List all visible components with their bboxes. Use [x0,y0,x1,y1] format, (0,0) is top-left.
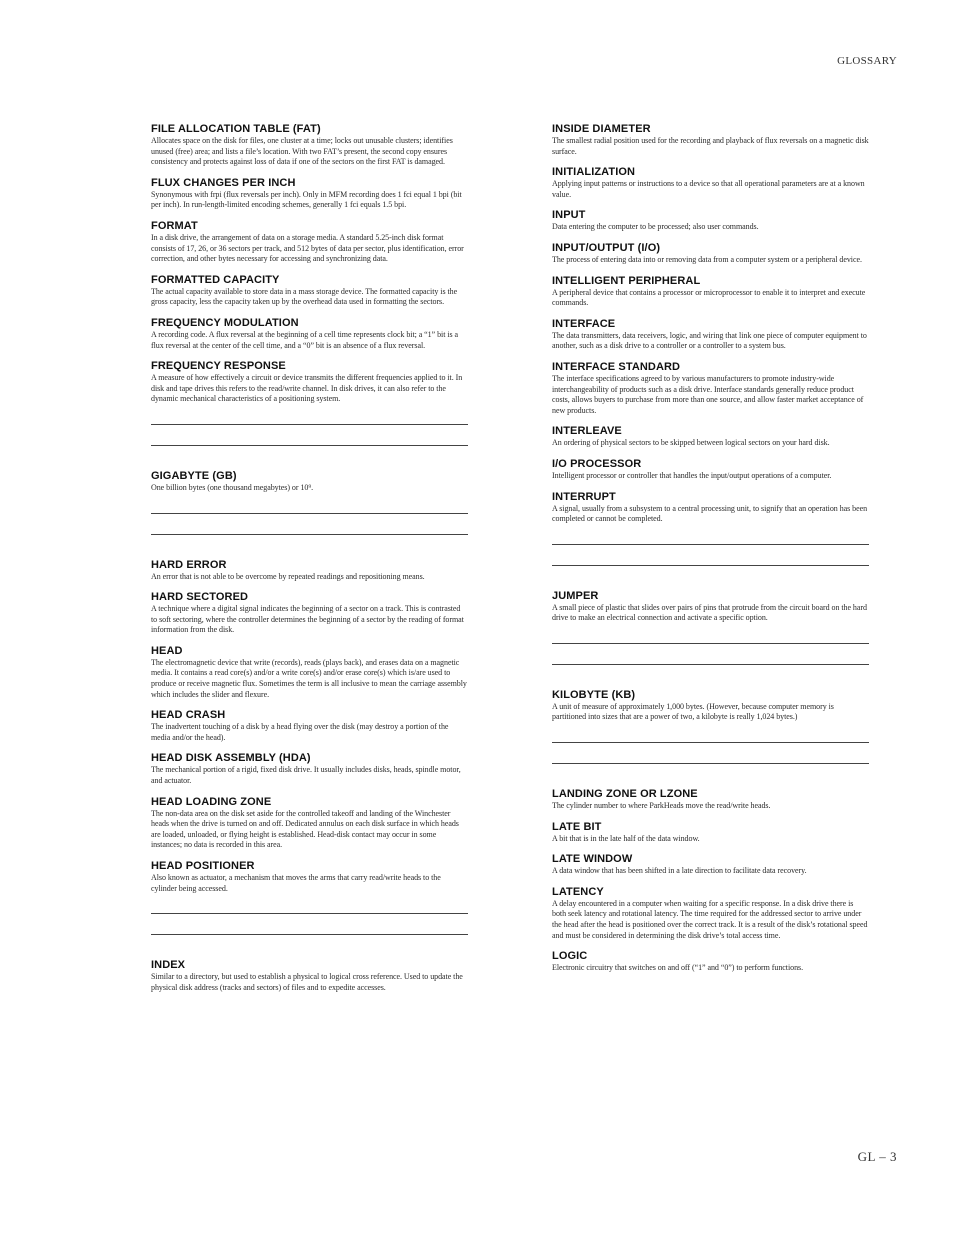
glossary-term: HARD ERROR [151,558,227,571]
glossary-entry [151,177,468,211]
glossary-entry [552,491,869,525]
glossary-entry [151,274,468,308]
glossary-definition: A data window that has been shifted in a late direction to facilitate data recovery. [552,866,807,876]
glossary-definition: Synonymous with frpi (flux reversals per inch). Only in MFM recording does 1 fci equal 1 bpi (bit per inch). In run-length-limited encoding schemes, generally 1 fci equals 1.5 bpi. [151,189,462,210]
glossary-entry [552,361,869,416]
glossary-term: LANDING ZONE OR LZONE [552,788,698,801]
glossary-entry [552,950,869,974]
glossary-definition: The data transmitters, data receivers, logic, and wiring that link one piece of computer equipment to another, such as a disk drive to a controller or a controller to a system bus. [552,330,867,351]
glossary-definition: Similar to a directory, but used to establish a physical to logical cross reference. Used to update the physical disk address (tracks and sectors) of files and to expedite accesses. [151,972,463,992]
glossary-term: FORMAT [151,219,198,232]
glossary-entry [552,853,869,877]
glossary-term: FILE ALLOCATION TABLE (FAT) [151,123,321,135]
glossary-definition: Applying input patterns or instructions to a device so that all operational parameters are at a known value. [552,179,865,199]
glossary-definition: The mechanical portion of a rigid, fixed disk drive. It usually includes disks, heads, spindle motor, and actuator. [151,765,461,786]
glossary-definition: The process of entering data into or removing data from a computer system or a peripheral device. [552,254,862,264]
glossary-definition: A technique where a digital signal indicates the beginning of a sector on a track. This is contrasted to soft sectoring, where the controller determines the beginning of a sector by the reading of format information from the disk. [151,604,464,635]
glossary-definition: The inadvertent touching of a disk by a head flying over the disk (may destroy a portion of the media and/or the head). [151,722,449,742]
glossary-entry [151,645,468,700]
glossary-term: INDEX [151,959,186,972]
glossary-term: I/O PROCESSOR [552,457,642,470]
section-divider [151,503,468,553]
glossary-entry [552,458,869,482]
glossary-term: LOGIC [552,950,588,963]
section-divider [552,534,869,584]
glossary-definition: A unit of measure of approximately 1,000 bytes. (However, because computer memory is partitioned into sizes that are a power of two, a kilobyte is really 1,024 bytes.) [552,701,834,722]
glossary-term: HEAD POSITIONER [151,860,255,872]
glossary-entry [151,360,468,405]
glossary-term: INPUT [552,209,586,222]
glossary-entry [151,959,468,993]
glossary-entry [151,470,468,494]
glossary-definition: A measure of how effectively a circuit or device transmits the different frequencies applied to it. In disk and tape drives this refers to the read/write channel. In disk drives, it can also refer to the dynamic mechanical characteristics of a positioning system. [151,373,463,404]
glossary-term: GIGABYTE (GB) [151,469,237,482]
glossary-entry [552,209,869,233]
glossary-definition: A signal, usually from a subsystem to a central processing unit, to signify that an operation has been completed or cannot be completed. [552,503,868,524]
glossary-entry [151,220,468,265]
glossary-entry [151,860,468,894]
section-divider [151,903,468,953]
glossary-definition: Intelligent processor or controller that handles the input/output operations of a computer. [552,470,832,480]
glossary-definition: An ordering of physical sectors to be skipped between logical sectors on your hard disk. [552,438,830,448]
glossary-entry [552,788,869,812]
glossary-definition: The actual capacity available to store data in a mass storage device. The formatted capacity is the gross capacity, less the capacity taken up by the overhead data used in formatting the sectors. [151,286,458,307]
glossary-definition: The electromagnetic device that write (records), reads (plays back), and erases data on a magnetic media. It contains a read core(s) and/or a write core(s) and/or erase core(s) which is/are used to produce or receive magnetic flux. Sometimes the term is all inclusive to mean the carriage assembly which includes the slider and flexure. [151,657,467,699]
glossary-definition: Also known as actuator, a mechanism that moves the arms that carry read/write heads to the cylinder being accessed. [151,873,441,893]
glossary-entry [151,796,468,851]
glossary-definition: A bit that is in the late half of the data window. [552,833,700,843]
glossary-term: FLUX CHANGES PER INCH [151,176,296,189]
glossary-right-column [552,123,869,983]
running-header: GLOSSARY [837,55,897,67]
glossary-entry [552,166,869,200]
glossary-term: JUMPER [552,589,599,602]
glossary-term: LATE WINDOW [552,853,633,866]
glossary-term: HEAD LOADING ZONE [151,795,272,808]
glossary-term: INPUT/OUTPUT (I/O) [552,241,661,254]
section-divider [552,732,869,782]
glossary-term: FORMATTED CAPACITY [151,273,280,286]
glossary-entry [552,242,869,266]
section-divider [151,414,468,464]
glossary-entry [151,123,468,168]
glossary-entry [552,590,869,624]
glossary-entry [151,752,468,786]
glossary-entry [552,123,869,157]
glossary-definition: An error that is not able to be overcome by repeated readings and repositioning means. [151,571,425,581]
glossary-entry [151,559,468,583]
glossary-entry [151,317,468,351]
glossary-left-column [151,123,468,1002]
page-number: GL – 3 [857,1149,897,1164]
glossary-term: HARD SECTORED [151,591,249,604]
glossary-definition: A recording code. A flux reversal at the beginning of a cell time represents clock bit; a “1” bit is a flux reversal at the center of the cell time, and a “0” bit is an absence of a flux reversal. [151,329,459,350]
glossary-term: FREQUENCY RESPONSE [151,360,286,373]
glossary-term: INITIALIZATION [552,166,636,179]
glossary-term: INTERRUPT [552,490,616,503]
glossary-entry [552,318,869,352]
glossary-entry [151,709,468,743]
glossary-term: FREQUENCY MODULATION [151,316,299,329]
glossary-term: INTERFACE [552,317,616,330]
glossary-definition: The interface specifications agreed to by various manufacturers to promote industry-wide interchangeability of products such as a disk drive. Interface standards generally reduce product costs, allows buyers to purchase from more than one source, and allow faster market acceptance of new products. [552,373,864,415]
glossary-definition: Allocates space on the disk for files, one cluster at a time; locks out unusable clusters; identifies unused (free) area; and lists a file’s location. With two FAT’s present, the second copy ensures consistency and protects against loss of data if one of the sectors on the first FAT is damaged. [151,136,453,167]
glossary-term: HEAD CRASH [151,709,226,722]
glossary-entry [552,821,869,845]
glossary-term: HEAD DISK ASSEMBLY (HDA) [151,752,311,765]
glossary-term: LATENCY [552,885,604,898]
glossary-definition: In a disk drive, the arrangement of data on a storage media. A standard 5.25-inch disk format consists of 17, 26, or 36 sectors per track, and 512 bytes of data per sector, plus identification, error correction, and other bytes necessary for accessing and synchronizing data. [151,232,464,264]
glossary-term: INTERLEAVE [552,425,622,438]
glossary-definition: A small piece of plastic that slides over pairs of pins that protrude from the circuit board on the hard drive to make an electrical connection and activate a specific option. [552,602,867,623]
glossary-entry [552,886,869,941]
glossary-definition: A peripheral device that contains a processor or microprocessor to enable it to interpret and execute commands. [552,287,866,308]
section-divider [552,633,869,683]
glossary-term: INSIDE DIAMETER [552,123,651,135]
glossary-definition: Data entering the computer to be processed; also user commands. [552,222,759,232]
glossary-term: LATE BIT [552,820,602,833]
glossary-entry [151,591,468,636]
glossary-entry [552,689,869,723]
glossary-definition: The cylinder number to where ParkHeads move the read/write heads. [552,801,771,811]
glossary-entry [552,425,869,449]
glossary-definition: Electronic circuitry that switches on and off (“1” and “0”) to perform functions. [552,963,804,973]
glossary-term: HEAD [151,644,183,657]
glossary-definition: The smallest radial position used for the recording and playback of flux reversals on a magnetic disk surface. [552,136,869,156]
glossary-term: INTERFACE STANDARD [552,360,681,373]
glossary-entry [552,275,869,309]
glossary-definition: A delay encountered in a computer when waiting for a specific response. In a disk drive there is both seek latency and rotational latency. The time required for the addressed sector to arrive under the head after the head is positioned over the correct track. It is a result of the disk’s rotational speed and must be considered in determining the disk drive’s total access time. [552,898,868,940]
glossary-term: INTELLIGENT PERIPHERAL [552,274,701,287]
glossary-definition: One billion bytes (one thousand megabytes) or 10⁹. [151,482,314,492]
glossary-definition: The non-data area on the disk set aside for the controlled takeoff and landing of the Winchester heads when the drive is turned on and off. Dedicated annulus on each disk surface in which heads are loaded, unloaded, or flying height is established. Head-disk contact may occur in some instances; no data is recorded in this area. [151,808,459,850]
glossary-term: KILOBYTE (KB) [552,688,636,701]
